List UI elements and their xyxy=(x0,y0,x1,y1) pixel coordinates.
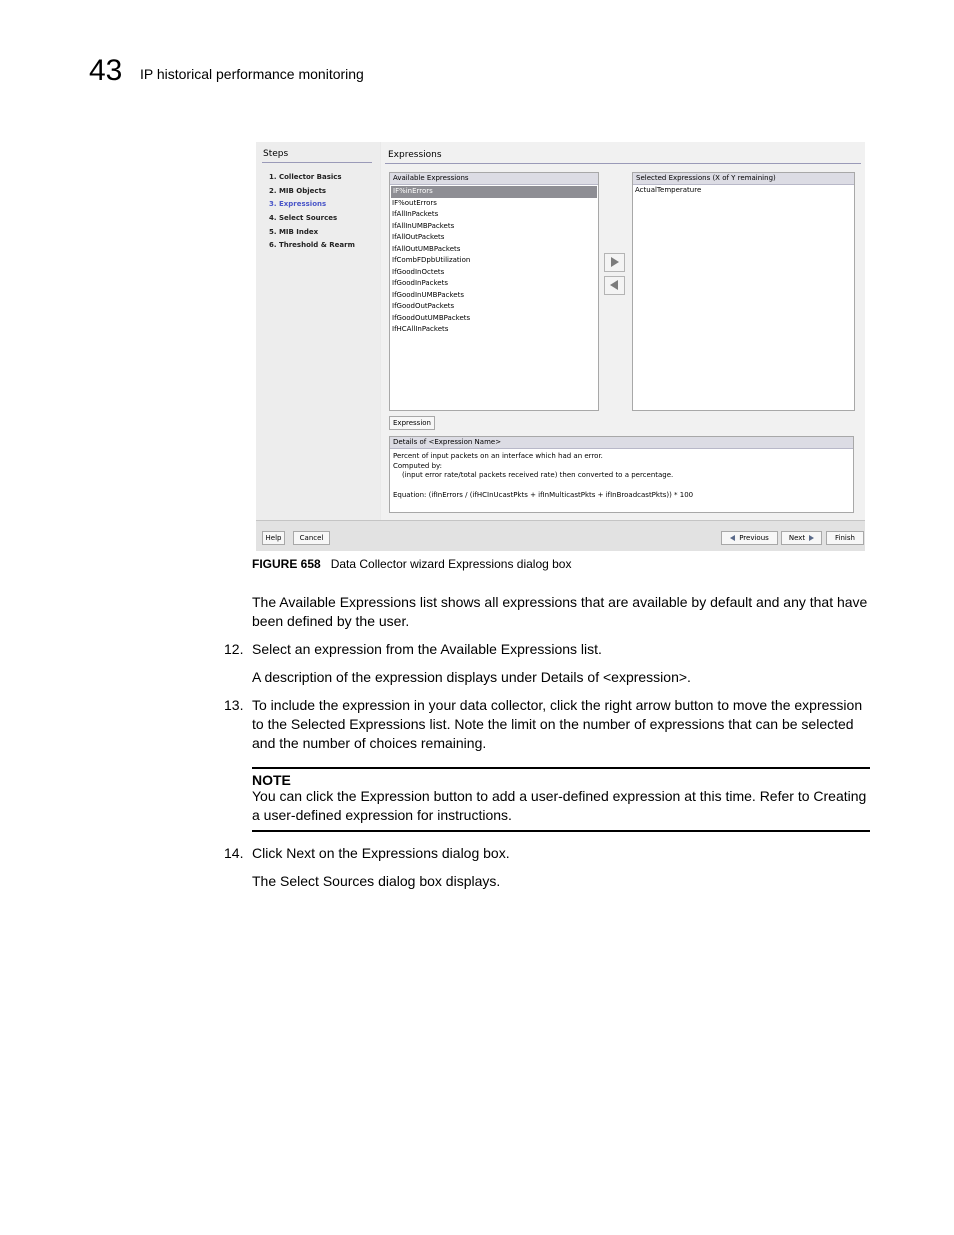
expressions-dialog xyxy=(256,142,865,550)
available-expressions-header: Available Expressions xyxy=(390,173,598,185)
step-item[interactable]: 6. Threshold & Rearm xyxy=(269,241,355,250)
ui-term: Selected Expressions xyxy=(290,716,426,732)
list-item[interactable]: IfAllInUMBPackets xyxy=(392,221,455,230)
ui-term: Expressions xyxy=(361,845,438,861)
previous-label: Previous xyxy=(739,534,769,542)
step-12: Select an expression from the Available Expressions list. xyxy=(252,641,602,657)
details-body xyxy=(390,449,853,503)
step-number: 13. xyxy=(224,697,244,713)
selected-expressions-header: Selected Expressions (X of Y remaining) xyxy=(633,173,854,185)
remove-expression-button[interactable] xyxy=(604,276,625,295)
list-item-selected[interactable]: IF%inErrors xyxy=(391,186,597,198)
cancel-button[interactable]: Cancel xyxy=(293,531,330,545)
steps-title: Steps xyxy=(263,149,289,159)
content-title: Expressions xyxy=(388,150,442,160)
list-item[interactable]: IfHCAllInPackets xyxy=(392,325,449,333)
note-title: NOTE xyxy=(252,772,291,788)
step-item-active[interactable]: 3. Expressions xyxy=(269,200,327,209)
selected-expressions-list[interactable] xyxy=(632,172,855,411)
details-line: (input error rate/total packets received rate) then converted to a percentage. xyxy=(402,471,674,479)
paragraph-available: The Available Expressions list shows all expressions that are available by default and any that have been defined by the user. xyxy=(252,594,868,629)
list-item[interactable]: IfGoodOutUMBPackets xyxy=(392,313,471,322)
step-number: 14. xyxy=(224,845,244,861)
step-number: 12. xyxy=(224,641,244,657)
list-item[interactable]: IfGoodOutPackets xyxy=(392,302,455,310)
button-bar xyxy=(256,520,865,551)
list-item[interactable]: IF%outErrors xyxy=(392,198,437,207)
steps-divider xyxy=(262,162,372,163)
chapter-number: 43 xyxy=(89,54,123,87)
chapter-title: IP historical performance monitoring xyxy=(140,66,364,82)
details-equation: Equation: (ifInErrors / (ifHCInUcastPkts + ifInMulticastPkts + ifInBroadcastPkts)) * 100 xyxy=(393,490,694,499)
step-item[interactable]: 4. Select Sources xyxy=(269,214,338,223)
ui-term: Details of xyxy=(540,669,600,685)
step-13: To include the expression in your data collector, click the right arrow button to move the expression to the Selected Expressions list. Note the limit on the number of expressions that can be selected and the number of choices remaining. xyxy=(252,697,863,751)
next-arrow-icon xyxy=(809,535,814,541)
step-item[interactable]: 2. MIB Objects xyxy=(269,186,327,195)
list-item[interactable]: ActualTemperature xyxy=(635,186,702,194)
left-arrow-icon xyxy=(610,280,618,290)
details-line: Percent of input packets on an interface which had an error. xyxy=(393,452,603,460)
available-expressions-list[interactable] xyxy=(389,172,599,411)
ui-term: Available Expressions xyxy=(279,594,416,610)
figure-label: FIGURE 658 xyxy=(252,557,321,571)
details-line: Computed by: xyxy=(393,461,443,470)
step-item[interactable]: 5. MIB Index xyxy=(269,227,319,236)
step-12-result: A description of the expression displays under Details of <expression>. xyxy=(252,669,691,685)
figure-caption-text: Data Collector wizard Expressions dialog box xyxy=(330,557,572,571)
ui-term: Select Sources xyxy=(280,873,375,889)
list-item[interactable]: IfAllOutUMBPackets xyxy=(392,244,461,253)
list-item[interactable]: IfAllOutPackets xyxy=(392,233,445,241)
expression-button[interactable]: Expression xyxy=(389,416,435,430)
selected-expressions-items xyxy=(633,185,854,197)
note-bottom-rule xyxy=(252,830,870,832)
list-item[interactable]: IfGoodInUMBPackets xyxy=(392,290,464,299)
ui-term: Available Expressions xyxy=(440,641,578,657)
available-expressions-items xyxy=(390,186,598,336)
step-14-result: The Select Sources dialog box displays. xyxy=(252,873,501,889)
previous-button[interactable] xyxy=(721,531,778,545)
add-expression-button[interactable] xyxy=(604,253,625,272)
content-divider xyxy=(385,163,861,164)
step-item[interactable]: 1. Collector Basics xyxy=(269,173,342,181)
details-header: Details of <Expression Name> xyxy=(390,437,853,449)
next-label: Next xyxy=(788,534,806,542)
previous-arrow-icon xyxy=(730,535,735,541)
list-item[interactable]: IfCombFDpbUtilization xyxy=(392,256,471,264)
ui-term: Next xyxy=(286,845,316,861)
steps-list xyxy=(269,173,355,255)
note-top-rule xyxy=(252,767,870,769)
help-button[interactable]: Help xyxy=(262,531,285,545)
next-button[interactable] xyxy=(781,531,822,545)
step-14: Click Next on the Expressions dialog box. xyxy=(252,845,510,861)
finish-button[interactable]: Finish xyxy=(826,531,864,545)
content-panel xyxy=(381,142,865,520)
list-item[interactable]: IfGoodInOctets xyxy=(392,267,445,276)
steps-panel xyxy=(256,142,380,520)
list-item[interactable]: IfGoodInPackets xyxy=(392,279,449,287)
ui-term: Expression xyxy=(360,788,430,804)
right-arrow-icon xyxy=(611,257,619,267)
details-box xyxy=(389,436,854,513)
note-text: You can click the Expression button to add a user-defined expression at this time. Refer to Creating a user-defined expression for instructions. xyxy=(252,788,867,823)
figure-caption xyxy=(252,557,571,571)
list-item[interactable]: IfAllInPackets xyxy=(392,210,439,218)
